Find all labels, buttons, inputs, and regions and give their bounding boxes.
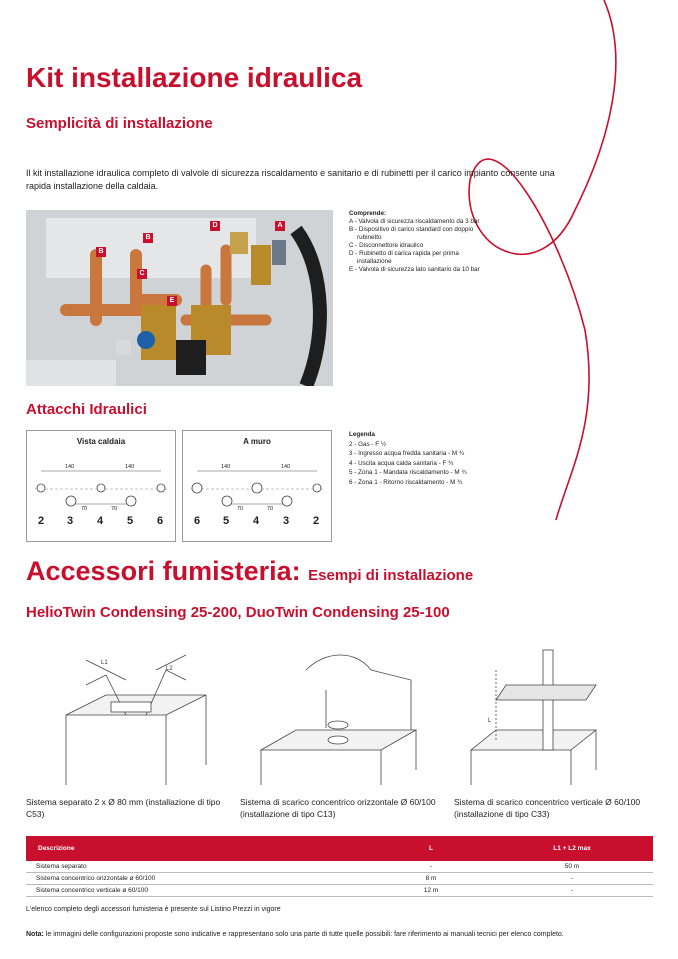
connections-panel-boiler (26, 430, 176, 542)
dim-label: 140 (281, 464, 291, 470)
legend-item: 3 - Ingresso acqua fredda sanitaria - M ¾ (349, 450, 465, 457)
connections-title: Attacchi Idraulici (26, 401, 147, 418)
page-title: Kit installazione idraulica (26, 62, 363, 93)
page-subtitle: Semplicità di installazione (26, 115, 213, 132)
connections-legend (349, 430, 549, 487)
table-cell: - (371, 861, 491, 873)
table-cell: 8 m (371, 873, 491, 885)
table-row (26, 873, 653, 885)
table-cell: 12 m (371, 885, 491, 897)
legend-title: Legenda (349, 431, 375, 438)
dim-label: 70 (111, 506, 118, 512)
legend-item: 5 - Zona 1 - Mandata riscaldamento - M ¾ (349, 469, 467, 476)
flue-title-sub: Esempi di installazione (308, 567, 474, 584)
note-label: Nota: (26, 931, 44, 938)
table-header-row (26, 836, 653, 861)
table-cell: - (491, 885, 653, 897)
includes-item: D - Rubinetto di carica rapida per prima (349, 250, 459, 257)
label-b2-tag: B (143, 233, 153, 243)
caption-separate: Sistema separato 2 x Ø 80 mm (installazione di tipo C53) (26, 797, 221, 819)
caption-horizontal: Sistema di scarico concentrico orizzontale Ø 60/100 (installazione di tipo C13) (240, 797, 436, 819)
connection-number: 3 (283, 515, 290, 527)
table-cell: 50 m (491, 861, 653, 873)
note-text: le immagini delle configurazioni proposte sono indicative e rappresentano solo una parte di tutte quelle possibili: fare riferimento ai manuali tecnici per elenco completo. (43, 931, 564, 938)
panel-title: A muro (243, 437, 271, 446)
includes-item: E - Valvola di sicurezza lato sanitario da 10 bar (349, 266, 480, 273)
dim-label: 140 (65, 464, 75, 470)
connection-number: 6 (157, 515, 164, 527)
connection-number: 2 (313, 515, 320, 527)
footnote-list: L'elenco completo degli accessori fumisteria è presente sul Listino Prezzi in vigore (26, 906, 281, 913)
legend-item: 2 - Gas - F ½ (349, 440, 387, 448)
includes-item: C - Disconnettore idraulico (349, 242, 424, 249)
connection-number: 2 (38, 515, 45, 527)
table-row (26, 885, 653, 897)
connection-number: 4 (253, 515, 260, 527)
horizontal-concentric-drawing (261, 655, 416, 785)
includes-item: A - Valvola di sicurezza riscaldamento da 3 bar (349, 218, 480, 225)
header-description: Descrizione (26, 836, 371, 861)
connection-number: 3 (67, 515, 74, 527)
label-e-tag: E (167, 296, 177, 306)
includes-title: Comprende: (349, 210, 387, 217)
label-a-tag: A (275, 221, 285, 231)
label-c-tag: C (137, 269, 147, 279)
panel-title: Vista caldaia (76, 437, 126, 446)
dim-label: 140 (221, 464, 231, 470)
includes-list (349, 210, 549, 274)
header-l1l2: L1 + L2 max (491, 836, 653, 861)
includes-item: B - Dispositivo di carico standard con doppio (349, 226, 474, 233)
connections-panel-wall (182, 430, 332, 542)
dim-label: 70 (237, 506, 244, 512)
connection-number: 5 (223, 515, 230, 527)
models-title: HelioTwin Condensing 25-200, DuoTwin Condensing 25-100 (26, 604, 450, 621)
header-l: L (371, 836, 491, 861)
table-row (26, 861, 653, 873)
dim-label: 70 (81, 506, 88, 512)
separate-system-drawing (66, 655, 206, 785)
label-b-tag: B (96, 247, 106, 257)
caption-vertical: Sistema di scarico concentrico verticale Ø 60/100 (installazione di tipo C33) (454, 797, 641, 819)
flue-title-main: Accessori fumisteria: (26, 556, 301, 586)
connection-number: 6 (194, 515, 201, 527)
flue-length-table (26, 836, 653, 897)
connection-number: 5 (127, 515, 134, 527)
includes-item: installazione (357, 258, 392, 265)
table-cell: - (491, 873, 653, 885)
dim-label: 70 (267, 506, 274, 512)
intro-text: Il kit installazione idraulica completo di valvole di sicurezza riscaldamento e sanitario e di rubinetti per il carico impianto consente una rapida installazione della caldaia. (26, 168, 555, 191)
l-label: L (488, 718, 492, 724)
flue-title (26, 556, 473, 587)
label-d-tag: D (210, 221, 220, 231)
l2-label: L2 (166, 666, 173, 672)
hydraulic-kit-photo (26, 210, 333, 386)
table-cell: Sistema concentrico orizzontale ø 60/100 (26, 873, 371, 885)
table-cell: Sistema concentrico verticale ø 60/100 (26, 885, 371, 897)
connection-number: 4 (97, 515, 104, 527)
l1-label: L1 (101, 660, 108, 666)
legend-item: 6 - Zona 1 - Ritorno riscaldamento - M ¾ (349, 478, 463, 486)
dim-label: 140 (125, 464, 135, 470)
footnote-disclaimer (26, 931, 564, 938)
flue-diagrams (26, 640, 656, 790)
legend-item: 4 - Uscita acqua calda sanitaria - F ¾ (349, 459, 454, 467)
includes-item: rubinetto (357, 234, 382, 241)
table-cell: Sistema separato (26, 861, 371, 873)
